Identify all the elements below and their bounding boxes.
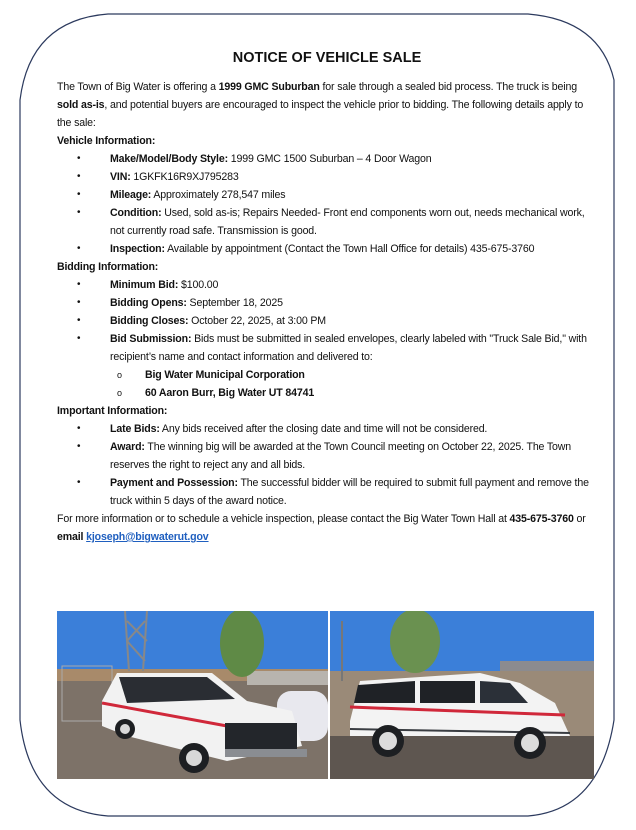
- bullet-icon: •: [77, 207, 81, 218]
- bidding-info-heading: Bidding Information:: [57, 261, 159, 273]
- item-label: Mileage:: [110, 189, 152, 201]
- circle-bullet-icon: o: [117, 388, 122, 398]
- item-label: Payment and Possession:: [110, 477, 238, 489]
- delivery-address-list: [110, 366, 597, 402]
- address-line: [57, 384, 597, 402]
- item-value: 1999 GMC 1500 Suburban – 4 Door Wagon: [227, 153, 432, 165]
- truck-side-image: [330, 611, 594, 779]
- list-item: [57, 276, 597, 294]
- list-item: [57, 186, 597, 204]
- list-item: [57, 420, 597, 438]
- bullet-icon: •: [77, 243, 81, 254]
- intro-text: for sale through a sealed bid process. The truck is being: [319, 81, 577, 93]
- email-link[interactable]: kjoseph@bigwaterut.gov: [86, 531, 209, 543]
- page-title: NOTICE OF VEHICLE SALE: [232, 50, 422, 66]
- item-value: Bids must be submitted in sealed envelopes, clearly labeled with "Truck Sale Bid," with recipient’s name and contact information and delivered to:: [110, 333, 587, 363]
- item-value: $100.00: [178, 279, 219, 291]
- contact-text: For more information or to schedule a vehicle inspection, please contact the Big Water Town Hall at: [57, 513, 510, 525]
- bullet-icon: •: [77, 153, 81, 164]
- vehicle-info-list: [57, 150, 597, 258]
- vehicle-info-heading: Vehicle Information:: [57, 135, 156, 147]
- address-line: [57, 366, 597, 384]
- item-value: Any bids received after the closing date and time will not be considered.: [159, 423, 488, 435]
- intro-text: , and potential buyers are encouraged to inspect the vehicle prior to bidding. The following details apply to the sale:: [57, 99, 584, 129]
- bullet-icon: •: [77, 279, 81, 290]
- email-label: email: [57, 531, 84, 543]
- item-label: Bidding Opens:: [110, 297, 187, 309]
- vehicle-photo-front: [57, 611, 328, 779]
- bullet-icon: •: [77, 441, 81, 452]
- notice-body: [57, 48, 597, 546]
- contact-text: or: [573, 513, 586, 525]
- list-item: [57, 150, 597, 168]
- vehicle-photos: [57, 611, 594, 779]
- item-value: 1GKFK16R9XJ795283: [130, 171, 239, 183]
- item-label: Condition:: [110, 207, 162, 219]
- item-label: Award:: [110, 441, 145, 453]
- item-value: Used, sold as-is; Repairs Needed- Front end components worn out, needs mechanical work, not currently road safe. Transmission is good.: [110, 207, 585, 237]
- item-label: Bid Submission:: [110, 333, 192, 345]
- list-item: [57, 204, 597, 240]
- item-label: Inspection:: [110, 243, 165, 255]
- item-value: Approximately 278,547 miles: [151, 189, 286, 201]
- item-label: Bidding Closes:: [110, 315, 189, 327]
- list-item: [57, 330, 597, 402]
- item-label: Minimum Bid:: [110, 279, 179, 291]
- bullet-icon: •: [77, 297, 81, 308]
- address-recipient: Big Water Municipal Corporation: [145, 369, 305, 381]
- address-street: 60 Aaron Burr, Big Water UT 84741: [145, 387, 315, 399]
- important-info-list: [57, 420, 597, 510]
- list-item: [57, 168, 597, 186]
- item-value: The successful bidder will be required to submit full payment and remove the truck within 5 days of the award notice.: [110, 477, 589, 507]
- list-item: [57, 438, 597, 474]
- truck-front-image: [57, 611, 328, 779]
- intro-paragraph: [57, 78, 597, 132]
- item-value: September 18, 2025: [186, 297, 283, 309]
- vehicle-highlight: 1999 GMC Suburban: [218, 81, 320, 93]
- item-label: Make/Model/Body Style:: [110, 153, 228, 165]
- bidding-info-list: [57, 276, 597, 402]
- bullet-icon: •: [77, 315, 81, 326]
- list-item: [57, 294, 597, 312]
- list-item: [57, 474, 597, 510]
- item-label: VIN:: [110, 171, 131, 183]
- important-info-heading: Important Information:: [57, 405, 168, 417]
- sold-as-is-highlight: sold as-is: [57, 99, 105, 111]
- intro-text: The Town of Big Water is offering a: [57, 81, 219, 93]
- bullet-icon: •: [77, 171, 81, 182]
- list-item: [57, 240, 597, 258]
- vehicle-photo-side: [330, 611, 594, 779]
- circle-bullet-icon: o: [117, 370, 122, 380]
- list-item: [57, 312, 597, 330]
- contact-phone: 435-675-3760: [509, 513, 574, 525]
- item-value: Available by appointment (Contact the Town Hall Office for details) 435-675-3760: [164, 243, 535, 255]
- bullet-icon: •: [77, 333, 81, 344]
- bullet-icon: •: [77, 477, 81, 488]
- item-value: The winning big will be awarded at the Town Council meeting on October 22, 2025. The Town reserves the right to reject any and all bids.: [110, 441, 572, 471]
- bullet-icon: •: [77, 189, 81, 200]
- contact-paragraph: [57, 510, 597, 546]
- item-label: Late Bids:: [110, 423, 160, 435]
- bullet-icon: •: [77, 423, 81, 434]
- item-value: October 22, 2025, at 3:00 PM: [188, 315, 326, 327]
